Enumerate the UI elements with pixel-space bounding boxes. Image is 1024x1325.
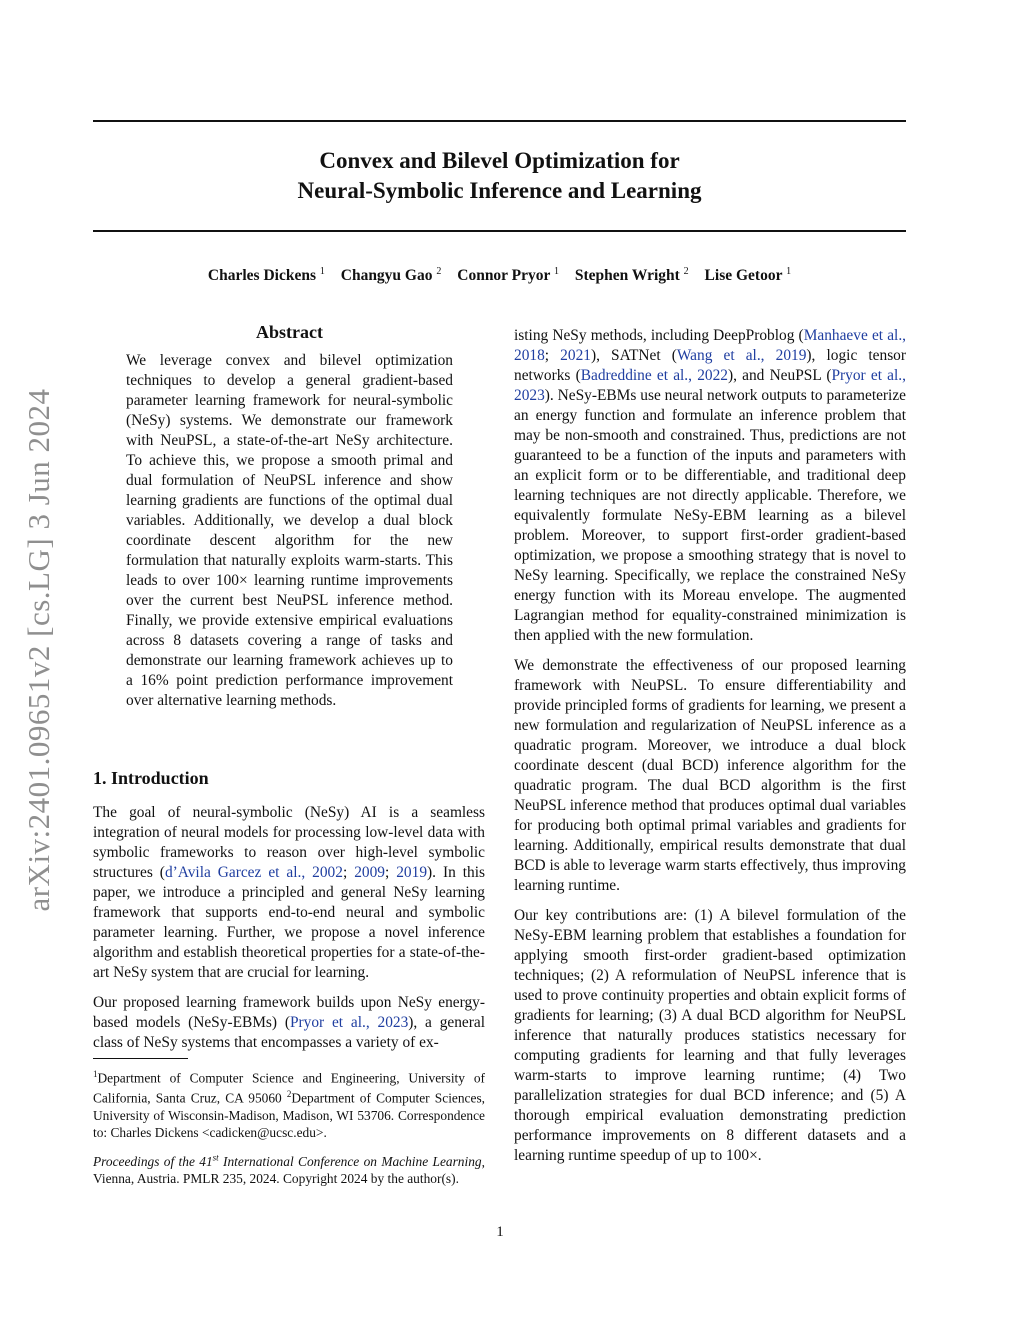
introduction-heading: 1. Introduction xyxy=(93,768,209,788)
citation-link[interactable]: Pryor et al., 2023 xyxy=(514,367,906,404)
arxiv-stamp: arXiv:2401.09651v2 [cs.LG] 3 Jun 2024 xyxy=(21,388,56,912)
title-rule-bottom xyxy=(93,230,906,232)
abstract-heading: Abstract xyxy=(256,322,323,342)
citation-link[interactable]: Badreddine et al., 2022 xyxy=(580,367,728,384)
right-column xyxy=(514,326,906,1166)
intro-paragraph-1: The goal of neural-symbolic (NeSy) AI is a seamless integration of neural models for processing low-level data with symbolic frameworks to reason over high-level symbolic structures (d’Avila Garcez et al., 2002; 2009; 2019). In this paper, we introduce a principled and general NeSy learning framework that supports end-to-end neural and symbolic parameter learning. Further, we propose a novel inference algorithm and establish theoretical properties for a state-of-the-art NeSy system that are crucial for learning. xyxy=(93,804,485,981)
citation-link[interactable]: d’Avila Garcez et al., 2002 xyxy=(164,864,343,881)
title-rule-top xyxy=(93,120,906,122)
citation-link[interactable]: 2009 xyxy=(354,864,385,881)
author: Stephen Wright $^2$ xyxy=(574,266,689,285)
page-number: 1 xyxy=(496,1224,504,1240)
introduction-column xyxy=(93,803,485,1053)
citation-link[interactable]: 2019 xyxy=(396,864,428,881)
affiliation-footnote: $^1$Department of Computer Science and Engineering, University of California, Santa Cruz, CA 95060 $^2$Department of Computer Sciences, University of Wisconsin-Madison, Madison, WI 53706. Correspondence to: Charles Dickens <cadicken@ucsc.edu>. xyxy=(93,1069,485,1140)
author: Changyu Gao $^2$ xyxy=(340,266,442,285)
citation-link[interactable]: 2021 xyxy=(560,347,591,364)
citation-link[interactable]: Manhaeve et al., 2018 xyxy=(514,327,907,364)
footnote-divider xyxy=(93,1058,188,1059)
author: Connor Pryor $^1$ xyxy=(457,266,559,285)
right-paragraph-1: isting NeSy methods, including DeepProblog (Manhaeve et al., 2018; 2021), SATNet (Wang et al., 2019), logic tensor networks (Badreddine et al., 2022), and NeuPSL (Pryor et al., 2023). NeSy-EBMs use neural network outputs to parameterize an energy function and formulate an inference problem that may be non-smooth and constrained. Thus, predictions are not guaranteed to be a function of the inputs and parameters with an explicit form or to be differentiable, and traditional deep learning techniques are not directly applicable. Therefore, we equivalently formulate NeSy-EBM learning as a bilevel problem. Moreover, to support first-order gradient-based optimization, we propose a smoothing strategy that is novel to NeSy learning. Specifically, we replace the constrained NeSy energy function with its Moreau envelope. The augmented Lagrangian method for equality-constrained minimization is then applied with the new formulation. xyxy=(514,327,907,644)
intro-paragraph-2: Our proposed learning framework builds upon NeSy energy-based models (NeSy-EBMs) (Pryor et al., 2023), a general class of NeSy systems that encompasses a variety of ex- xyxy=(93,994,485,1051)
citation-link[interactable]: Wang et al., 2019 xyxy=(676,347,807,364)
author: Charles Dickens $^1$ xyxy=(207,266,325,285)
citation-link[interactable]: Pryor et al., 2023 xyxy=(289,1014,409,1031)
abstract-text: We leverage convex and bilevel optimization techniques to develop a general gradient-based parameter learning framework for neural-symbolic (NeSy) systems. We demonstrate our framework with NeuPSL, a state-of-the-art NeSy architecture. To achieve this, we propose a smooth primal and dual formulation of NeuPSL inference and show learning gradients are functions of the optimal dual variables. Additionally, we develop a dual block coordinate descent algorithm for the new formulation that naturally exploits warm-starts. This leads to over 100× learning runtime improvements over the current best NeuPSL inference method. Finally, we provide extensive empirical evaluations across 8 datasets covering a range of tasks and demonstrate our learning framework achieves up to a 16% point prediction performance improvement over alternative learning methods. xyxy=(126,352,453,709)
right-paragraph-3: Our key contributions are: (1) A bilevel formulation of the NeSy-EBM learning problem that establishes a foundation for applying smooth first-order gradient-based optimization techniques; (2) A reformulation of NeuPSL inference that is used to prove continuity properties and obtain explicit forms of gradients for learning; (3) A dual BCD algorithm for NeuPSL inference that naturally produces statistics necessary for computing gradients for learning and that fully leverages warm-starts to improve learning runtime; (4) Two parallelization strategies for dual BCD inference; and (5) A thorough empirical evaluation demonstrating prediction performance improvements on 8 different datasets and a learning runtime speedup of up to 100×. xyxy=(514,907,906,1164)
title-line-2: Neural-Symbolic Inference and Learning xyxy=(297,178,702,203)
author: Lise Getoor $^1$ xyxy=(704,266,792,285)
right-paragraph-2: We demonstrate the effectiveness of our proposed learning framework with NeuPSL. To ensure differentiability and provide principled forms of gradients for learning, we present a new formulation and regularization of NeuPSL inference as a quadratic program. Moreover, we introduce a dual block coordinate descent (dual BCD) inference algorithm for the quadratic program. The dual BCD algorithm is the first NeuPSL inference method that produces optimal dual variables for producing both optimal primal variables and gradients for learning. Additionally, empirical results demonstrate that dual BCD is able to leverage warm starts effectively, thus improving learning runtime. xyxy=(514,657,906,894)
proceedings-note: Proceedings of the 41st International Conference on Machine Learning, Vienna, Austria. PMLR 235, 2024. Copyright 2024 by the author(s). xyxy=(93,1153,485,1187)
title-line-1: Convex and Bilevel Optimization for xyxy=(319,148,680,173)
abstract-body xyxy=(126,351,453,711)
paper-title xyxy=(93,146,906,206)
author-list xyxy=(93,266,906,285)
